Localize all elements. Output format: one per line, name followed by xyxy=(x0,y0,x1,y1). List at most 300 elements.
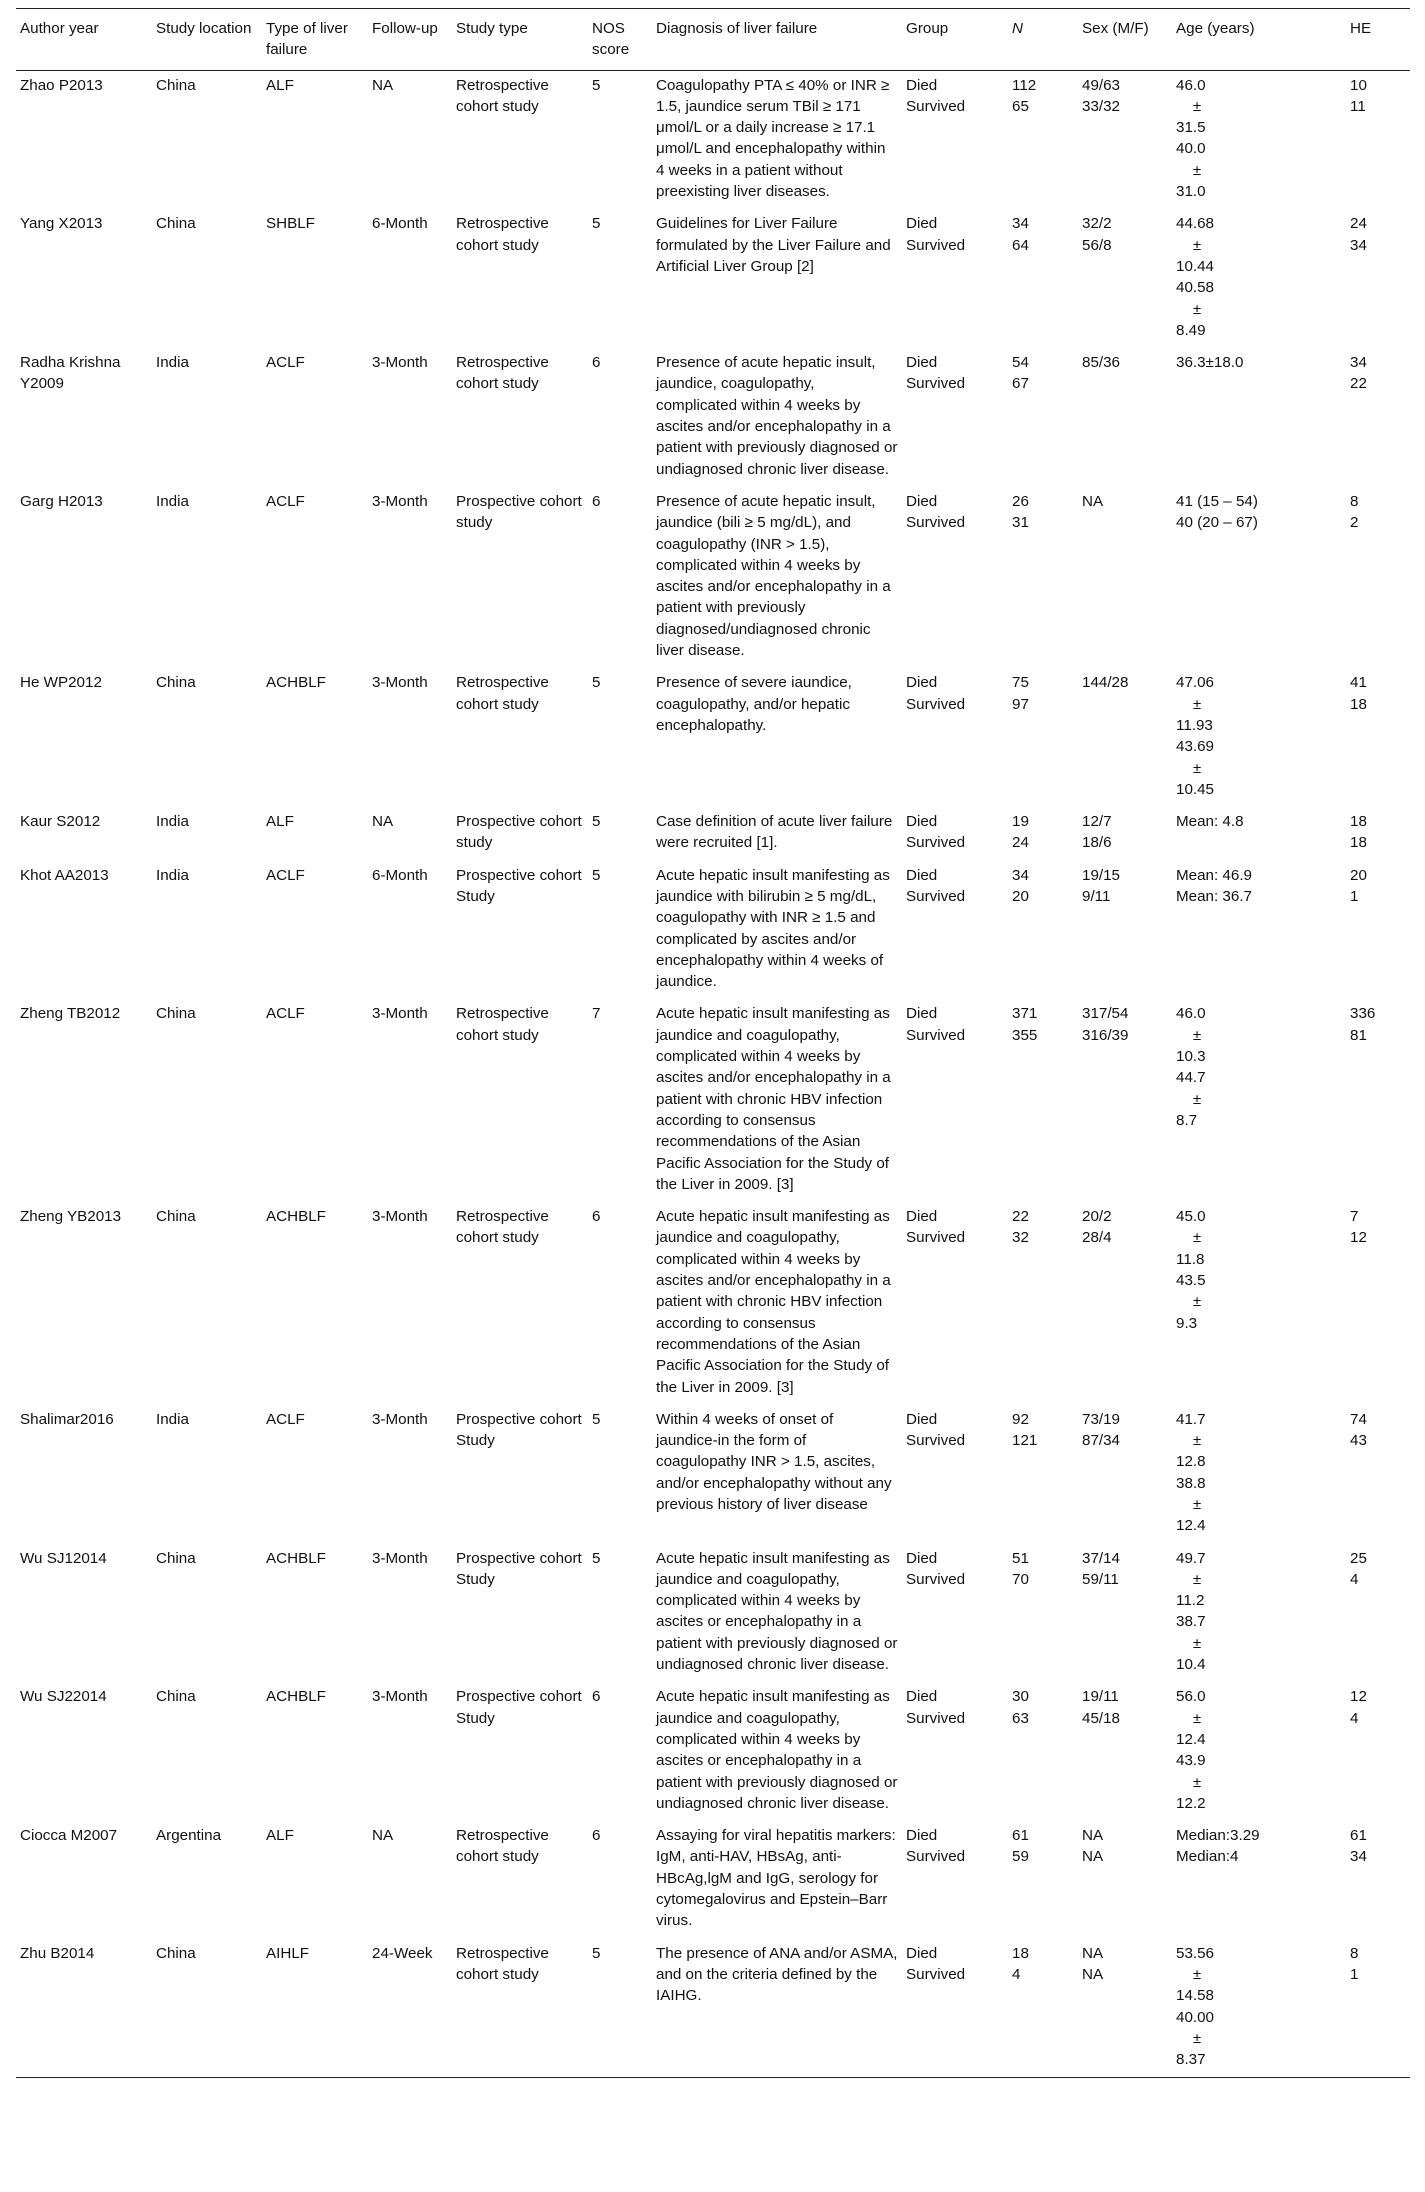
cell-he-line: 20 xyxy=(1350,866,1367,884)
cell-diagnosis: Coagulopathy PTA ≤ 40% or INR ≥ 1.5, jaundice serum TBil ≥ 171 μmol/L or a daily increase ≥ 17.1 μmol/L and encephalopathy within 4 weeks in a patient without preexisting liver diseases. xyxy=(656,76,890,201)
cell-age xyxy=(1172,1544,1346,1683)
cell-he-line: 1 xyxy=(1350,887,1359,905)
cell-follow-up: NA xyxy=(372,1827,394,1845)
cell-study-type: Retrospective cohort study xyxy=(456,1208,549,1247)
cell-group-line: Survived xyxy=(906,1848,966,1866)
cell-diagnosis: The presence of ANA and/or ASMA, and on the criteria defined by the IAIHG. xyxy=(652,1939,902,2078)
cell-type: ALF xyxy=(266,1827,294,1845)
cell-age xyxy=(1172,70,1346,209)
cell-group-line: Survived xyxy=(906,1709,966,1727)
cell-n-line: 22 xyxy=(1012,1208,1029,1226)
cell-he-line: 12 xyxy=(1350,1688,1367,1706)
cell-group xyxy=(902,348,1008,487)
cell-age-line: 36.3±18.0 xyxy=(1176,354,1244,372)
plus-minus-sign: ± xyxy=(1192,1026,1202,1044)
header-type: Type of liver failure xyxy=(262,9,368,71)
cell-sex-line: 56/8 xyxy=(1082,236,1112,254)
cell-age-line xyxy=(1176,1473,1342,1537)
cell-age-line xyxy=(1176,277,1342,341)
header-follow-up: Follow-up xyxy=(368,9,452,71)
cell-group-line: Died xyxy=(906,215,938,233)
plus-minus-sign: ± xyxy=(1192,1965,1202,1983)
study-characteristics-table xyxy=(16,8,1410,2078)
age-mean: 56.0 xyxy=(1176,1688,1206,1706)
cell-group xyxy=(902,999,1008,1202)
cell-he-line: 22 xyxy=(1350,375,1367,393)
cell-group xyxy=(902,1202,1008,1405)
cell-age-line xyxy=(1176,1943,1342,2007)
cell-study-type: Retrospective cohort study xyxy=(456,1005,549,1044)
cell-age-line: 41 (15 – 54) xyxy=(1176,492,1258,510)
cell-follow-up: 6-Month xyxy=(372,866,428,884)
cell-study-location: India xyxy=(156,866,189,884)
cell-study-location: Argentina xyxy=(156,1827,222,1845)
cell-he-line: 1 xyxy=(1350,1965,1359,1983)
cell-sex xyxy=(1078,861,1172,1000)
age-mean: 46.0 xyxy=(1176,76,1206,94)
cell-group xyxy=(902,1405,1008,1544)
cell-age-line xyxy=(1176,1750,1342,1814)
cell-diagnosis: Assaying for viral hepatitis markers: IgM, anti-HAV, HBsAg, anti-HBcAg,lgM and IgG, serology for cytomegalovirus and Epstein–Barr virus. xyxy=(656,1827,896,1930)
cell-n xyxy=(1008,70,1078,209)
age-mean: 41.7 xyxy=(1176,1410,1206,1428)
age-sd: 10.44 xyxy=(1176,257,1215,275)
cell-group-line: Survived xyxy=(906,1229,966,1247)
cell-sex xyxy=(1078,1405,1172,1544)
cell-age xyxy=(1172,1405,1346,1544)
cell-he xyxy=(1346,861,1410,1000)
cell-diagnosis: Within 4 weeks of onset of jaundice-in the form of coagulopathy INR > 1.5, ascites, and/or encephalopathy without any previous history of liver disease xyxy=(656,1410,892,1513)
table-row xyxy=(16,861,1410,1000)
age-sd: 11.8 xyxy=(1176,1250,1205,1268)
cell-study-location: China xyxy=(152,1939,262,2078)
cell-n xyxy=(1008,1821,1078,1938)
cell-sex xyxy=(1078,209,1172,348)
cell-sex-line: 317/54 xyxy=(1082,1005,1129,1023)
cell-type: ACHBLF xyxy=(266,1549,326,1567)
cell-sex-line: 73/19 xyxy=(1082,1410,1121,1428)
cell-nos-score: 6 xyxy=(592,1827,601,1845)
cell-he xyxy=(1346,1821,1410,1938)
cell-he xyxy=(1346,209,1410,348)
cell-group-line: Survived xyxy=(906,1570,966,1588)
plus-minus-sign: ± xyxy=(1192,1229,1202,1247)
age-mean: 53.56 xyxy=(1176,1944,1215,1962)
table-row xyxy=(16,487,1410,668)
cell-diagnosis: Acute hepatic insult manifesting as jaundice and coagulopathy, complicated within 4 weeks by ascites or encephalopathy in a patient with previously diagnosed or undiagnosed chronic liver disease. xyxy=(656,1688,898,1812)
cell-sex xyxy=(1078,807,1172,861)
cell-study-location: China xyxy=(156,215,196,233)
cell-diagnosis: Case definition of acute liver failure were recruited [1]. xyxy=(656,813,893,852)
cell-study-location: India xyxy=(156,1410,189,1428)
cell-sex-line xyxy=(1082,694,1168,715)
cell-nos-score: 5 xyxy=(592,1410,601,1428)
cell-age-line xyxy=(1176,213,1342,277)
cell-sex-line: 18/6 xyxy=(1082,834,1112,852)
cell-sex xyxy=(1078,1544,1172,1683)
cell-nos-score: 6 xyxy=(592,1688,601,1706)
cell-sex-line: 85/36 xyxy=(1082,354,1121,372)
plus-minus-sign: ± xyxy=(1192,236,1202,254)
cell-follow-up: 3-Month xyxy=(372,354,428,372)
cell-sex-line: 45/18 xyxy=(1082,1709,1121,1727)
plus-minus-sign: ± xyxy=(1192,1570,1202,1588)
cell-study-location: India xyxy=(156,813,189,831)
cell-age-line xyxy=(1176,672,1342,736)
cell-diagnosis: Guidelines for Liver Failure formulated by the Liver Failure and Artificial Liver Group [2] xyxy=(656,215,891,275)
cell-he-line: 10 xyxy=(1350,76,1367,94)
cell-he xyxy=(1346,999,1410,1202)
cell-group xyxy=(902,1544,1008,1683)
cell-sex xyxy=(1078,348,1172,487)
header-sex: Sex (M/F) xyxy=(1078,9,1172,71)
cell-nos-score: 6 xyxy=(592,1208,601,1226)
cell-sex-line: 32/2 xyxy=(1082,215,1112,233)
cell-age xyxy=(1172,861,1346,1000)
cell-n-line: 355 xyxy=(1012,1026,1038,1044)
cell-follow-up: 3-Month xyxy=(372,1005,428,1023)
age-mean: 38.8 xyxy=(1176,1474,1206,1492)
cell-group-line: Died xyxy=(906,813,938,831)
cell-author-year: He WP2012 xyxy=(20,674,102,692)
cell-group-line: Died xyxy=(906,1944,938,1962)
cell-age-line xyxy=(1176,1611,1342,1675)
cell-sex-line: 316/39 xyxy=(1082,1026,1129,1044)
cell-n-line: 4 xyxy=(1012,1965,1021,1983)
table-row xyxy=(16,999,1410,1202)
cell-type: ACLF xyxy=(266,492,305,510)
cell-study-type: Prospective cohort Study xyxy=(456,1549,582,1588)
cell-follow-up: 3-Month xyxy=(372,1549,428,1567)
cell-n-line: 65 xyxy=(1012,97,1029,115)
cell-author-year: Kaur S2012 xyxy=(20,813,101,831)
cell-he-line: 61 xyxy=(1350,1827,1367,1845)
cell-group-line: Survived xyxy=(906,514,966,532)
age-mean: 38.7 xyxy=(1176,1613,1206,1631)
plus-minus-sign: ± xyxy=(1192,97,1202,115)
cell-study-location: China xyxy=(156,1549,196,1567)
cell-n-line: 34 xyxy=(1012,866,1029,884)
age-sd: 11.2 xyxy=(1176,1592,1205,1610)
cell-he xyxy=(1346,348,1410,487)
cell-nos-score: 5 xyxy=(592,866,601,884)
plus-minus-sign: ± xyxy=(1192,1634,1202,1652)
age-sd: 12.8 xyxy=(1176,1453,1206,1471)
cell-diagnosis: Acute hepatic insult manifesting as jaundice with bilirubin ≥ 5 mg/dL, coagulopathy with INR ≥ 1.5 and complicated by ascites and/or encephalopathy within 4 weeks of jaundice. xyxy=(656,866,890,991)
cell-type: AIHLF xyxy=(262,1939,368,2078)
cell-sex-line: 28/4 xyxy=(1082,1229,1112,1247)
cell-n-line: 32 xyxy=(1012,1229,1029,1247)
cell-group-line: Survived xyxy=(906,834,966,852)
cell-sex-line xyxy=(1082,512,1168,533)
cell-nos-score: 6 xyxy=(592,492,601,510)
cell-n xyxy=(1008,487,1078,668)
cell-diagnosis: Presence of acute hepatic insult, jaundice (bili ≥ 5 mg/dL), and coagulopathy (INR > 1.5), complicated within 4 weeks by ascites and/or encephalopathy in a patient with previously diagnosed/undiagnosed chronic liver disease. xyxy=(656,492,891,660)
cell-he-line: 74 xyxy=(1350,1410,1367,1428)
plus-minus-sign: ± xyxy=(1192,759,1202,777)
cell-follow-up: 3-Month xyxy=(372,1208,428,1226)
cell-sex-line: 19/15 xyxy=(1082,866,1121,884)
cell-sex xyxy=(1078,999,1172,1202)
cell-sex-line: 20/2 xyxy=(1082,1208,1112,1226)
cell-sex xyxy=(1078,1821,1172,1938)
cell-nos-score: 5 xyxy=(592,674,601,692)
cell-he xyxy=(1346,668,1410,807)
cell-age xyxy=(1172,1202,1346,1405)
cell-age-line xyxy=(1176,1003,1342,1067)
cell-follow-up: 24-Week xyxy=(368,1939,452,2078)
age-sd: 8.49 xyxy=(1176,321,1206,339)
cell-study-location: China xyxy=(156,674,196,692)
age-sd: 31.0 xyxy=(1176,183,1206,201)
cell-sex-line: 87/34 xyxy=(1082,1432,1121,1450)
cell-study-type: Retrospective cohort study xyxy=(456,674,549,713)
cell-sex-line: 19/11 xyxy=(1082,1688,1119,1706)
cell-diagnosis: Acute hepatic insult manifesting as jaundice and coagulopathy, complicated within 4 weeks by ascites and/or encephalopathy in a patient with chronic HBV infection according to consensus recommendations of the Asian Pacific Association for the Study of the Liver in 2009. [3] xyxy=(656,1005,891,1193)
table-row xyxy=(16,209,1410,348)
cell-type: ALF xyxy=(266,76,294,94)
table-row xyxy=(16,807,1410,861)
cell-n xyxy=(1008,1544,1078,1683)
cell-he-line: 8 xyxy=(1350,492,1359,510)
cell-type: SHBLF xyxy=(266,215,315,233)
plus-minus-sign: ± xyxy=(1192,300,1202,318)
cell-author-year: Ciocca M2007 xyxy=(20,1827,118,1845)
age-sd: 10.3 xyxy=(1176,1048,1206,1066)
age-mean: 46.0 xyxy=(1176,1005,1206,1023)
cell-n-line: 19 xyxy=(1012,813,1029,831)
cell-n-line: 112 xyxy=(1012,76,1037,94)
cell-diagnosis: Presence of severe iaundice, coagulopathy, and/or hepatic encephalopathy. xyxy=(656,674,852,734)
cell-he-line: 8 xyxy=(1350,1944,1359,1962)
cell-age xyxy=(1172,487,1346,668)
cell-diagnosis: Acute hepatic insult manifesting as jaundice and coagulopathy, complicated within 4 weeks by ascites or encephalopathy in a patient with previously diagnosed or undiagnosed chronic liver disease. xyxy=(656,1549,898,1674)
age-sd: 8.37 xyxy=(1176,2051,1206,2069)
cell-age xyxy=(1172,209,1346,348)
cell-study-location: China xyxy=(156,1005,196,1023)
cell-he-line: 18 xyxy=(1350,695,1367,713)
cell-n xyxy=(1008,861,1078,1000)
cell-he-line: 41 xyxy=(1350,674,1367,692)
header-nos-score: NOS score xyxy=(588,9,652,71)
cell-n-line: 34 xyxy=(1012,215,1029,233)
cell-nos-score: 5 xyxy=(592,813,601,831)
header-n: N xyxy=(1008,9,1078,71)
cell-study-type: Retrospective cohort study xyxy=(456,354,549,393)
cell-follow-up: 3-Month xyxy=(372,492,428,510)
cell-sex xyxy=(1078,1939,1172,2078)
cell-age-line xyxy=(1176,1067,1342,1131)
study-table-container xyxy=(16,8,1410,2078)
cell-study-location: India xyxy=(156,492,189,510)
cell-type: ACLF xyxy=(266,866,305,884)
cell-n xyxy=(1008,668,1078,807)
cell-group-line: Died xyxy=(906,1410,938,1428)
header-age: Age (years) xyxy=(1172,9,1346,71)
plus-minus-sign: ± xyxy=(1192,1773,1202,1791)
cell-sex-line: NA xyxy=(1082,492,1104,510)
cell-type: ACHBLF xyxy=(266,674,326,692)
cell-sex xyxy=(1078,1682,1172,1821)
age-mean: 43.9 xyxy=(1176,1752,1206,1770)
cell-n xyxy=(1008,1202,1078,1405)
cell-age-line xyxy=(1176,75,1342,139)
cell-group xyxy=(902,807,1008,861)
plus-minus-sign: ± xyxy=(1192,161,1202,179)
cell-author-year: Wu SJ12014 xyxy=(20,1549,107,1567)
cell-sex xyxy=(1078,668,1172,807)
cell-he xyxy=(1346,1939,1410,2078)
cell-n-line: 31 xyxy=(1012,514,1029,532)
cell-type: ACLF xyxy=(266,354,305,372)
age-sd: 8.7 xyxy=(1176,1111,1198,1129)
cell-study-type: Prospective cohort Study xyxy=(456,1688,582,1727)
cell-sex-line: NA xyxy=(1082,1827,1104,1845)
age-sd: 10.45 xyxy=(1176,780,1215,798)
cell-n-line: 20 xyxy=(1012,887,1029,905)
cell-age-line: Mean: 46.9 xyxy=(1176,866,1252,884)
cell-diagnosis: Presence of acute hepatic insult, jaundice, coagulopathy, complicated within 4 weeks by ascites and/or encephalopathy in a patient with previously diagnosed or undiagnosed chronic liver disease. xyxy=(656,354,898,478)
age-mean: 47.06 xyxy=(1176,674,1215,692)
cell-group-line: Died xyxy=(906,354,938,372)
cell-author-year: Radha Krishna Y2009 xyxy=(20,354,121,393)
cell-age xyxy=(1172,1821,1346,1938)
cell-group xyxy=(902,1682,1008,1821)
cell-group-line: Survived xyxy=(906,97,966,115)
cell-study-type: Prospective cohort study xyxy=(456,492,582,532)
cell-he xyxy=(1346,807,1410,861)
cell-n-line: 51 xyxy=(1012,1549,1029,1567)
cell-n-line: 70 xyxy=(1012,1570,1029,1588)
cell-group-line: Died xyxy=(906,1827,938,1845)
plus-minus-sign: ± xyxy=(1192,1496,1202,1513)
cell-n-line: 67 xyxy=(1012,375,1029,393)
cell-sex-line: 144/28 xyxy=(1082,674,1129,692)
cell-group-line: Survived xyxy=(906,1432,966,1450)
age-mean: 49.7 xyxy=(1176,1549,1206,1567)
cell-he-line: 336 xyxy=(1350,1005,1376,1023)
cell-type: ACHBLF xyxy=(266,1688,326,1706)
cell-n-line: 64 xyxy=(1012,236,1029,254)
cell-n xyxy=(1008,807,1078,861)
plus-minus-sign: ± xyxy=(1192,1432,1202,1450)
plus-minus-sign: ± xyxy=(1192,695,1202,713)
cell-group xyxy=(902,861,1008,1000)
cell-n-line: 24 xyxy=(1012,834,1029,852)
cell-he-line: 34 xyxy=(1350,354,1367,372)
cell-author-year: Shalimar2016 xyxy=(20,1410,114,1428)
age-mean: 43.69 xyxy=(1176,738,1215,756)
cell-age xyxy=(1172,348,1346,487)
cell-sex-line xyxy=(1082,373,1168,394)
cell-age xyxy=(1172,999,1346,1202)
cell-sex-line: NA xyxy=(1082,1848,1104,1866)
age-mean: 45.0 xyxy=(1176,1208,1206,1226)
age-mean: 40.0 xyxy=(1176,140,1206,158)
cell-group xyxy=(902,1821,1008,1938)
cell-n-line: 92 xyxy=(1012,1410,1029,1428)
cell-age xyxy=(1172,807,1346,861)
cell-nos-score: 7 xyxy=(592,1005,601,1023)
cell-n-line: 26 xyxy=(1012,492,1029,510)
cell-age-line xyxy=(1176,373,1342,394)
cell-he xyxy=(1346,1544,1410,1683)
cell-group-line: Survived xyxy=(906,887,966,905)
cell-type: ACHBLF xyxy=(266,1208,326,1226)
cell-age xyxy=(1172,668,1346,807)
cell-study-type: Retrospective cohort study xyxy=(456,215,549,254)
cell-author-year: Khot AA2013 xyxy=(20,866,109,884)
header-study-type: Study type xyxy=(452,9,588,71)
cell-group-line: Died xyxy=(906,1688,938,1706)
age-sd: 9.3 xyxy=(1176,1314,1198,1332)
cell-author-year: Zheng YB2013 xyxy=(20,1208,122,1226)
cell-follow-up: 6-Month xyxy=(372,215,428,233)
cell-author-year: Zhao P2013 xyxy=(20,76,103,94)
cell-age-line xyxy=(1176,138,1342,202)
cell-sex-line: NA xyxy=(1082,1965,1104,1983)
cell-nos-score: 6 xyxy=(592,354,601,372)
cell-group-line: Survived xyxy=(906,236,966,254)
cell-study-type: Retrospective cohort study xyxy=(452,1939,588,2078)
cell-nos-score: 5 xyxy=(588,1939,652,2078)
header-diagnosis: Diagnosis of liver failure xyxy=(652,9,902,71)
age-sd: 12.4 xyxy=(1176,1730,1206,1748)
cell-study-type: Prospective cohort Study xyxy=(456,1410,582,1450)
table-row xyxy=(16,1821,1410,1938)
cell-age-line: Median:4 xyxy=(1176,1848,1239,1866)
cell-follow-up: NA xyxy=(372,813,394,831)
cell-he-line: 4 xyxy=(1350,1709,1359,1727)
cell-n-line: 371 xyxy=(1012,1005,1038,1023)
header-group: Group xyxy=(902,9,1008,71)
cell-he-line: 81 xyxy=(1350,1026,1367,1044)
cell-group-line: Died xyxy=(906,866,938,884)
cell-type: ACLF xyxy=(266,1410,305,1428)
cell-age-line xyxy=(1176,1206,1342,1270)
cell-n-line: 18 xyxy=(1012,1944,1029,1962)
cell-sex xyxy=(1078,487,1172,668)
cell-n xyxy=(1008,1682,1078,1821)
cell-group-line: Survived xyxy=(906,1026,966,1044)
cell-age xyxy=(1172,1939,1346,2078)
cell-study-location: China xyxy=(156,76,196,94)
cell-group-line: Died xyxy=(906,76,938,94)
table-row xyxy=(16,1682,1410,1821)
cell-n-line: 30 xyxy=(1012,1688,1029,1706)
cell-he-line: 2 xyxy=(1350,514,1359,532)
age-sd: 31.5 xyxy=(1176,119,1206,137)
cell-age-line xyxy=(1176,1409,1342,1473)
cell-diagnosis: Acute hepatic insult manifesting as jaundice and coagulopathy, complicated within 4 weeks by ascites and/or encephalopathy in a patient with chronic HBV infection according to consensus recommendations of the Asian Pacific Association for the Study of the Liver in 2009. [3] xyxy=(656,1208,891,1396)
cell-nos-score: 5 xyxy=(592,76,601,94)
cell-author-year: Yang X2013 xyxy=(20,215,103,233)
cell-he-line: 34 xyxy=(1350,236,1367,254)
header-study-location: Study location xyxy=(152,9,262,71)
table-row xyxy=(16,1544,1410,1683)
cell-age-line xyxy=(1176,1270,1342,1334)
cell-follow-up: 3-Month xyxy=(372,1410,428,1428)
cell-group xyxy=(902,1939,1008,2078)
cell-author-year: Zhu B2014 xyxy=(16,1939,152,2078)
cell-study-type: Retrospective cohort study xyxy=(456,1827,549,1866)
age-mean: 40.58 xyxy=(1176,279,1215,297)
plus-minus-sign: ± xyxy=(1192,1090,1202,1108)
cell-group xyxy=(902,70,1008,209)
cell-follow-up: 3-Month xyxy=(372,1688,428,1706)
plus-minus-sign: ± xyxy=(1192,1293,1202,1311)
age-sd: 12.2 xyxy=(1176,1794,1206,1812)
